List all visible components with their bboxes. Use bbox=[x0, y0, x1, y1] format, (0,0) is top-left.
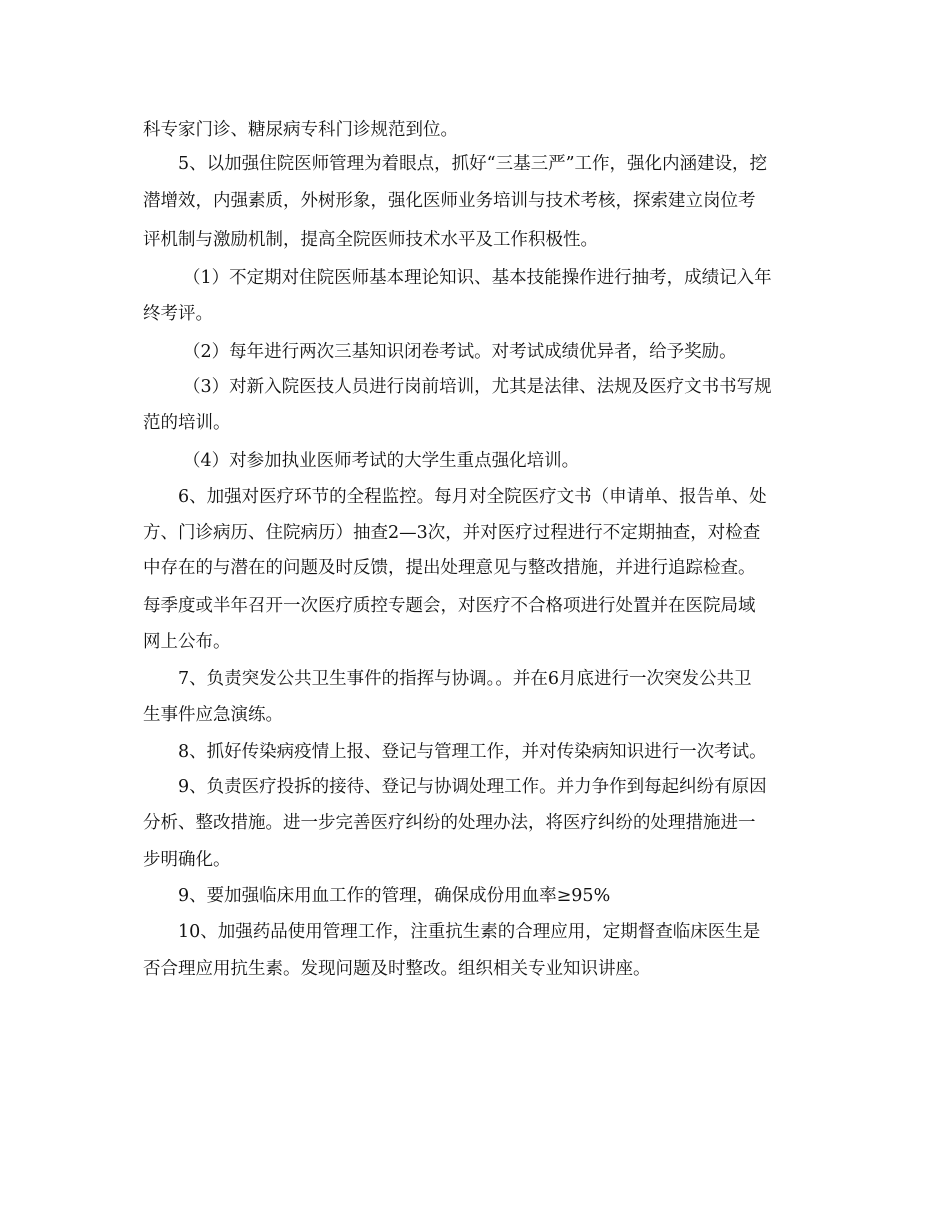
text-line: 步明确化。 bbox=[143, 850, 231, 870]
text-line: 网上公布。 bbox=[143, 632, 231, 652]
text-line: 8、抓好传染病疫情上报、登记与管理工作，并对传染病知识进行一次考试。 bbox=[178, 742, 767, 762]
text-line: 否合理应用抗生素。发现问题及时整改。组织相关专业知识讲座。 bbox=[143, 959, 651, 979]
text-line: 潜增效，内强素质，外树形象，强化医师业务培训与技术考核，探索建立岗位考 bbox=[143, 191, 756, 211]
text-line: 方、门诊病历、住院病历）抽查2—3次，并对医疗过程进行不定期抽查，对检查 bbox=[143, 523, 761, 543]
text-line: 科专家门诊、糖尿病专科门诊规范到位。 bbox=[143, 120, 458, 140]
text-line: 5、以加强住院医师管理为着眼点，抓好“三基三严”工作，强化内涵建设，挖 bbox=[178, 154, 768, 174]
text-line: （1）不定期对住院医师基本理论知识、基本技能操作进行抽考，成绩记入年 bbox=[183, 268, 772, 288]
text-line: （3）对新入院医技人员进行岗前培训，尤其是法律、法规及医疗文书书写规 bbox=[183, 377, 772, 397]
text-line: 中存在的与潜在的问题及时反馈，提出处理意见与整改措施，并进行追踪检查。 bbox=[143, 558, 756, 578]
text-line: 范的培训。 bbox=[143, 413, 231, 433]
text-line: 生事件应急演练。 bbox=[143, 705, 283, 725]
text-line: 10、加强药品使用管理工作，注重抗生素的合理应用，定期督查临床医生是 bbox=[178, 922, 761, 942]
text-line: 分析、整改措施。进一步完善医疗纠纷的处理办法，将医疗纠纷的处理措施进一 bbox=[143, 813, 756, 833]
text-line: 9、要加强临床用血工作的管理，确保成份用血率≥95% bbox=[178, 886, 611, 906]
text-line: 评机制与激励机制，提高全院医师技术水平及工作积极性。 bbox=[143, 230, 598, 250]
text-line: 7、负责突发公共卫生事件的指挥与协调。。并在6月底进行一次突发公共卫 bbox=[178, 669, 752, 689]
text-line: （4）对参加执业医师考试的大学生重点强化培训。 bbox=[183, 451, 580, 471]
text-line: 6、加强对医疗环节的全程监控。每月对全院医疗文书（申请单、报告单、处 bbox=[178, 487, 767, 507]
text-line: （2）每年进行两次三基知识闭卷考试。对考试成绩优异者，给予奖励。 bbox=[183, 342, 737, 362]
text-line: 9、负责医疗投拆的接待、登记与协调处理工作。并力争作到每起纠纷有原因 bbox=[178, 777, 767, 797]
text-line: 终考评。 bbox=[143, 304, 213, 324]
text-line: 每季度或半年召开一次医疗质控专题会，对医疗不合格项进行处置并在医院局域 bbox=[143, 596, 756, 616]
